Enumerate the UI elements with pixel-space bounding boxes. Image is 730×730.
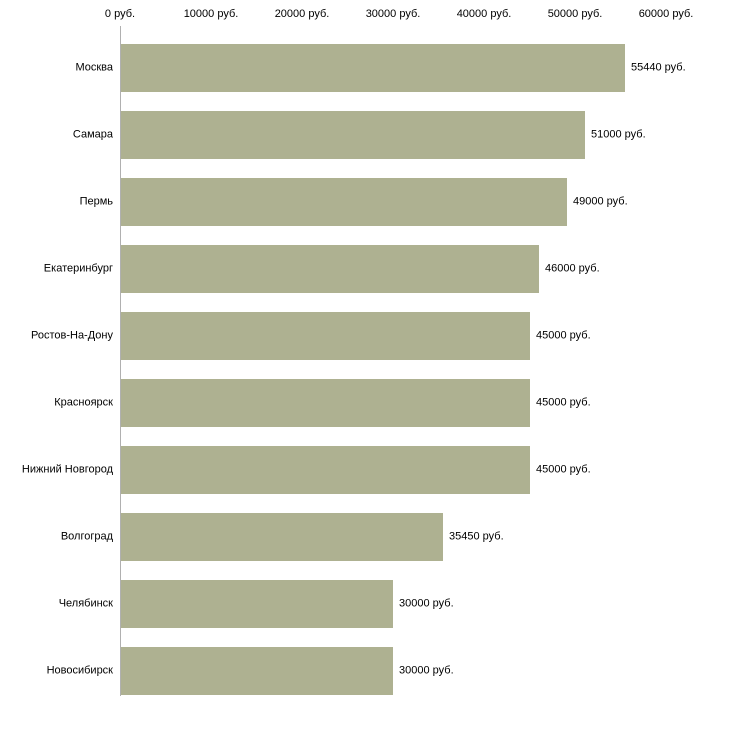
bar-row — [0, 101, 730, 168]
x-axis-tick-6: 60000 руб. — [638, 8, 694, 20]
bar-value-label: 45000 руб. — [536, 396, 591, 408]
bar-value-label: 55440 руб. — [631, 61, 686, 73]
x-axis-tick-3: 30000 руб. — [365, 8, 421, 20]
bar[interactable] — [121, 379, 530, 427]
bar[interactable] — [121, 647, 393, 695]
bar-value-label: 46000 руб. — [545, 262, 600, 274]
x-axis-tick-0: 0 руб. — [104, 8, 136, 20]
bar-row — [0, 436, 730, 503]
category-label: Новосибирск — [46, 664, 113, 676]
category-label: Челябинск — [58, 597, 113, 609]
bar-row — [0, 570, 730, 637]
bar-value-label: 45000 руб. — [536, 463, 591, 475]
bar-value-label: 49000 руб. — [573, 195, 628, 207]
bar[interactable] — [121, 513, 443, 561]
bar-value-label: 35450 руб. — [449, 530, 504, 542]
bar-value-label: 30000 руб. — [399, 664, 454, 676]
bar[interactable] — [121, 245, 539, 293]
bar-value-label: 30000 руб. — [399, 597, 454, 609]
category-label: Красноярск — [54, 396, 113, 408]
bar-value-label: 51000 руб. — [591, 128, 646, 140]
category-label: Нижний Новгород — [21, 463, 113, 475]
bar-row — [0, 168, 730, 235]
bar-row — [0, 369, 730, 436]
bar-row — [0, 503, 730, 570]
x-axis-tick-1: 10000 руб. — [183, 8, 239, 20]
category-label: Пермь — [79, 195, 113, 207]
bar[interactable] — [121, 111, 585, 159]
plot-area — [0, 26, 730, 730]
bar-row — [0, 637, 730, 704]
bar-row — [0, 302, 730, 369]
bar[interactable] — [121, 312, 530, 360]
x-axis-top — [0, 0, 730, 26]
category-label: Самара — [72, 128, 113, 140]
bar[interactable] — [121, 178, 567, 226]
bar-row — [0, 235, 730, 302]
x-axis-tick-2: 20000 руб. — [274, 8, 330, 20]
bar-value-label: 45000 руб. — [536, 329, 591, 341]
x-axis-tick-5: 50000 руб. — [547, 8, 603, 20]
bar[interactable] — [121, 446, 530, 494]
category-label: Ростов-На-Дону — [30, 329, 113, 341]
x-axis-tick-4: 40000 руб. — [456, 8, 512, 20]
bar-row — [0, 34, 730, 101]
category-label: Волгоград — [60, 530, 113, 542]
category-label: Москва — [75, 61, 113, 73]
bar[interactable] — [121, 44, 625, 92]
bar[interactable] — [121, 580, 393, 628]
category-label: Екатеринбург — [43, 262, 113, 274]
